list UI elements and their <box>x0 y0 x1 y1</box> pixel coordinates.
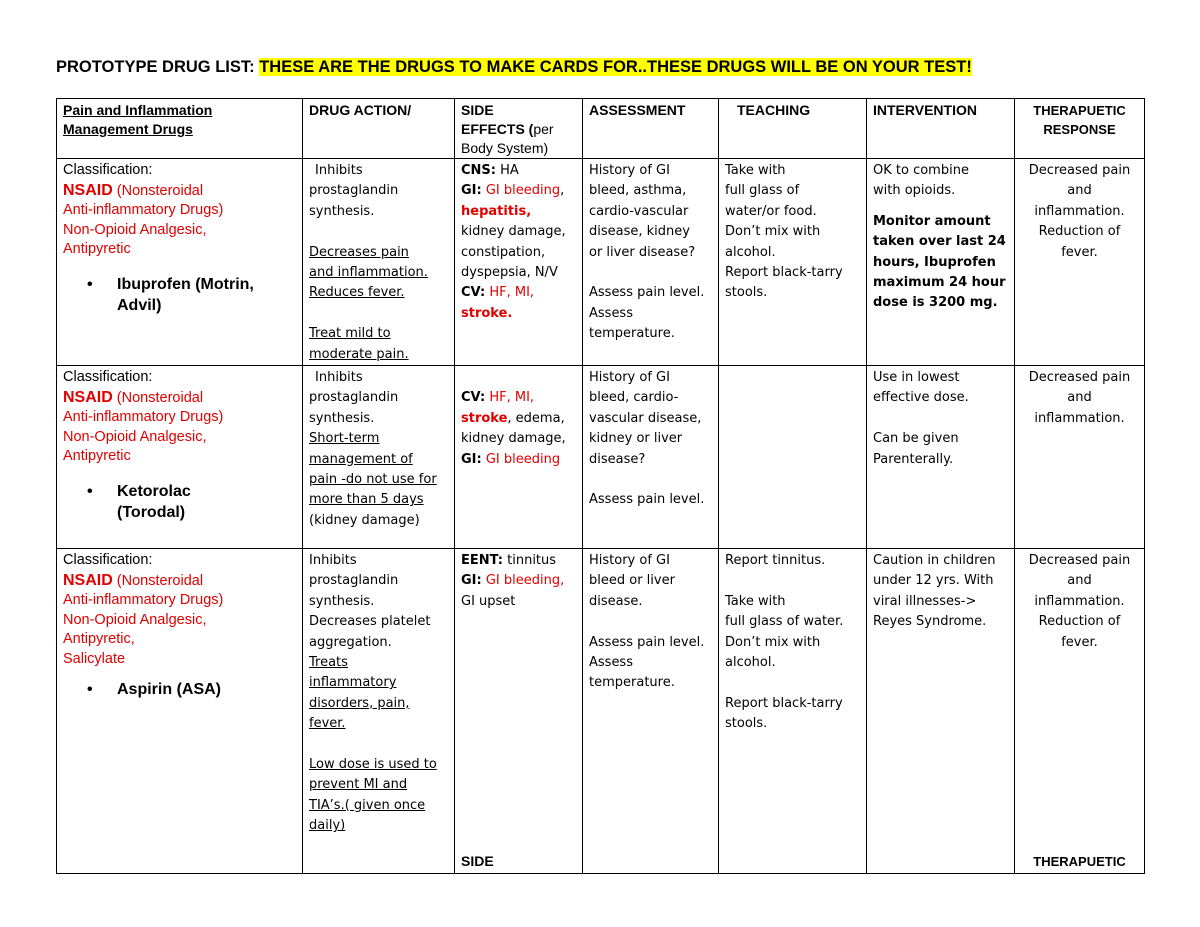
header-action: DRUG ACTION/ <box>303 99 455 159</box>
classification: Classification: NSAID (Nonsteroidal Anti-inflammatory Drugs) Non-Opioid Analgesic, Antipyretic <box>63 162 224 257</box>
header-therapeutic-response: THERAPUETIC RESPONSE <box>1015 99 1145 159</box>
side-effects-cell: EENT: tinnitus GI: GI bleeding, GI upset SIDE <box>455 549 583 874</box>
assessment-cell: History of GI bleed or liver disease. Assess pain level. Assess temperature. <box>583 549 719 874</box>
drug-name: • Aspirin (ASA) <box>87 681 221 699</box>
table-row <box>57 549 1145 874</box>
response-cell: Decreased pain and inflammation. <box>1015 366 1145 549</box>
drug-cell <box>57 366 303 549</box>
header-intervention: INTERVENTION <box>867 99 1015 159</box>
title-prefix: PROTOTYPE DRUG LIST: <box>56 58 260 76</box>
action-cell: Inhibits prostaglandin synthesis. Decreases pain and inflammation. Reduces fever. Treat mild to moderate pain. <box>303 159 455 366</box>
side-effects-cell: CNS: HA GI: GI bleeding, hepatitis, kidney damage, constipation, dyspepsia, N/V CV: HF, MI, stroke. <box>455 159 583 366</box>
classification: Classification: NSAID (Nonsteroidal Anti-inflammatory Drugs) Non-Opioid Analgesic, Antipyretic, Salicylate <box>63 552 224 667</box>
header-teaching: TEACHING <box>719 99 867 159</box>
header-row <box>57 99 1145 159</box>
page-title <box>56 58 972 77</box>
title-highlight: THESE ARE THE DRUGS TO MAKE CARDS FOR..THESE DRUGS WILL BE ON YOUR TEST! <box>259 58 972 76</box>
drug-cell <box>57 549 303 874</box>
drug-table <box>56 98 1145 874</box>
header-side-effects: SIDE EFFECTS (per Body System) <box>455 99 583 159</box>
teaching-cell: Take with full glass of water/or food. Don’t mix with alcohol. Report black-tarry stools. <box>719 159 867 366</box>
intervention-cell: Use in lowest effective dose. Can be given Parenterally. <box>867 366 1015 549</box>
response-cell: Decreased pain and inflammation. Reduction of fever. THERAPUETIC <box>1015 549 1145 874</box>
header-assessment: ASSESSMENT <box>583 99 719 159</box>
drug-cell <box>57 159 303 366</box>
drug-name: • Ketorolac (Torodal) <box>87 482 191 521</box>
footer-side: SIDE <box>461 853 494 870</box>
side-effects-cell: CV: HF, MI, stroke, edema, kidney damage, GI: GI bleeding <box>455 366 583 549</box>
action-cell: Inhibits prostaglandin synthesis. Short-term management of pain -do not use for more than 5 days (kidney damage) <box>303 366 455 549</box>
intervention-cell: Caution in children under 12 yrs. With viral illnesses-> Reyes Syndrome. <box>867 549 1015 874</box>
teaching-cell <box>719 366 867 549</box>
intervention-cell: OK to combine with opioids. Monitor amount taken over last 24 hours, Ibuprofen maximum 24 hour dose is 3200 mg. <box>867 159 1015 366</box>
classification: Classification: NSAID (Nonsteroidal Anti-inflammatory Drugs) Non-Opioid Analgesic, Antipyretic <box>63 369 224 465</box>
action-cell: Inhibits prostaglandin synthesis. Decreases platelet aggregation. Treats inflammatory disorders, pain, fever. Low dose is used to prevent MI and TIA’s.( given once daily) <box>303 549 455 874</box>
drug-name: • Ibuprofen (Motrin, Advil) <box>87 275 254 314</box>
assessment-cell: History of GI bleed, asthma, cardio-vascular disease, kidney or liver disease? Assess pain level. Assess temperature. <box>583 159 719 366</box>
table-row <box>57 366 1145 549</box>
table-row <box>57 159 1145 366</box>
response-cell: Decreased pain and inflammation. Reduction of fever. <box>1015 159 1145 366</box>
assessment-cell: History of GI bleed, cardio- vascular disease, kidney or liver disease? Assess pain level. <box>583 366 719 549</box>
teaching-cell: Report tinnitus. Take with full glass of water. Don’t mix with alcohol. Report black-tarry stools. <box>719 549 867 874</box>
header-drugs: Pain and Inflammation Management Drugs <box>57 99 303 159</box>
footer-therapeutic: THERAPUETIC <box>1033 854 1126 870</box>
